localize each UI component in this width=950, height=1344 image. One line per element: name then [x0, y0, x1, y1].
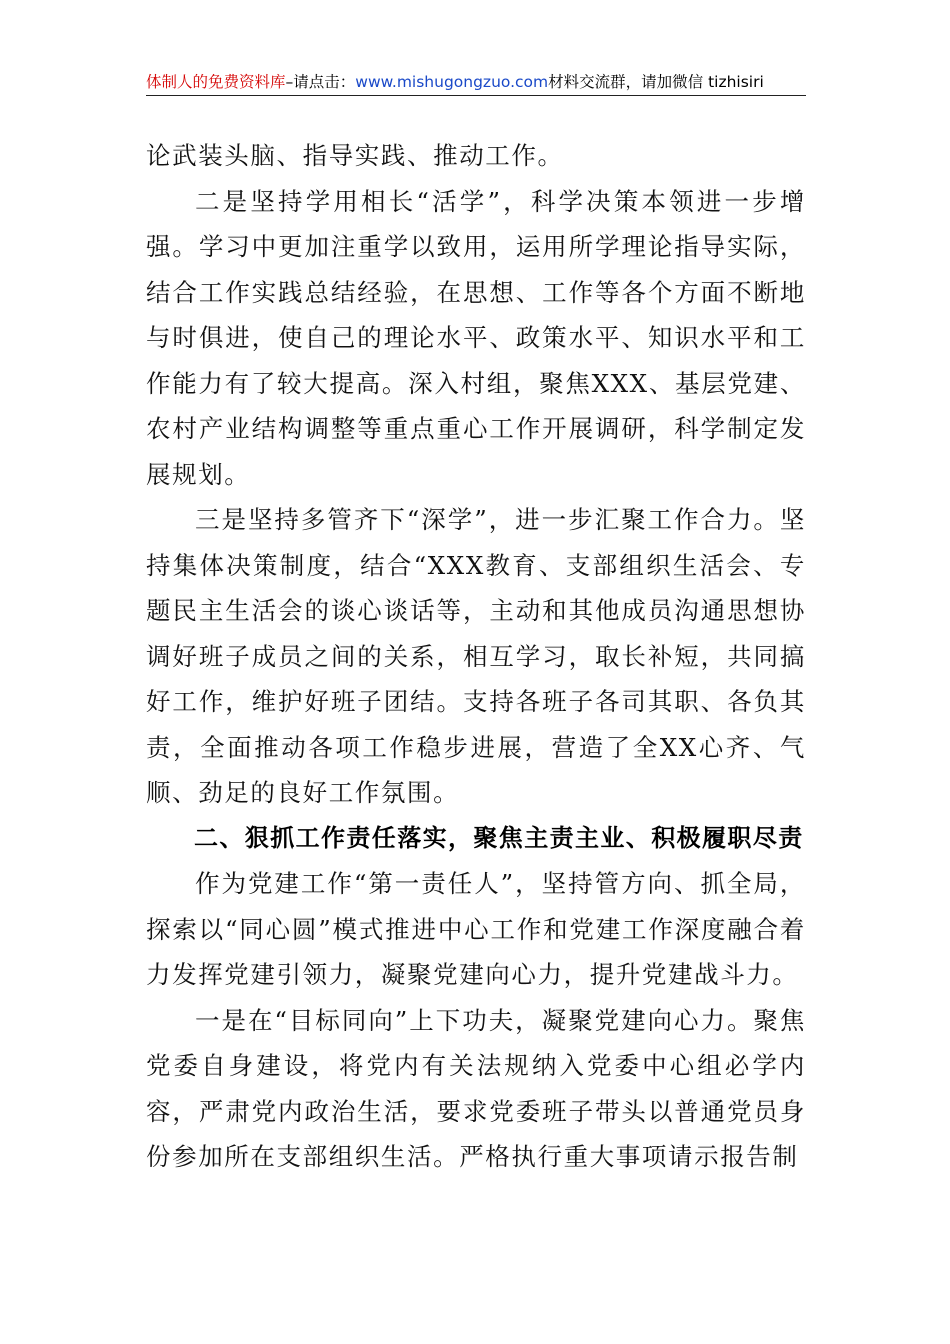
document-body [146, 133, 806, 1180]
header-brand: 体制人的免费资料库 [146, 73, 286, 91]
paragraph-active-learning: 二是坚持学用相长“活学”，科学决策本领进一步增强。学习中更加注重学以致用，运用所学理论指导实际，结合工作实践总结经验，在思想、工作等各个方面不断地与时俱进，使自己的理论水平、政策水平、知识水平和工作能力有了较大提高。深入村组，聚焦XXX、基层党建、农村产业结构调整等重点重心工作开展调研，科学制定发展规划。 [146, 186, 806, 489]
header-prompt: –请点击： [285, 73, 356, 91]
header-url-link[interactable]: www.mishugongzuo.com [355, 73, 549, 91]
paragraph-deep-learning: 三是坚持多管齐下“深学”，进一步汇聚工作合力。坚持集体决策制度，结合“XXX教育、支部组织生活会、专题民主生活会的谈心谈话等，主动和其他成员沟通思想协调好班子成员之间的关系，相互学习，取长补短，共同搞好工作，维护好班子团结。支持各班子各司其职、各负其责，全面推动各项工作稳步进展，营造了全XX心齐、气顺、劲足的良好工作氛围。 [146, 505, 806, 807]
paragraph-party-building: 作为党建工作“第一责任人”，坚持管方向、抓全局，探索以“同心圆”模式推进中心工作和党建工作深度融合着力发挥党建引领力，凝聚党建向心力，提升党建战斗力。 [146, 869, 806, 989]
section-heading: 二、狠抓工作责任落实，聚焦主责主业、积极履职尽责 [194, 823, 804, 852]
header-divider [146, 95, 806, 96]
paragraph-continuation: 论武装头脑、指导实践、推动工作。 [146, 141, 564, 170]
paragraph-goal-alignment: 一是在“目标同向”上下功夫，凝聚党建向心力。聚焦党委自身建设，将党内有关法规纳入党委中心组必学内容，严肃党内政治生活，要求党委班子带头以普通党员身份参加所在支部组织生活。严格执行重大事项请示报告制 [146, 1005, 806, 1171]
page-header [146, 70, 806, 94]
header-wechat-note: 材料交流群，请加微信 tizhisiri [548, 73, 764, 91]
